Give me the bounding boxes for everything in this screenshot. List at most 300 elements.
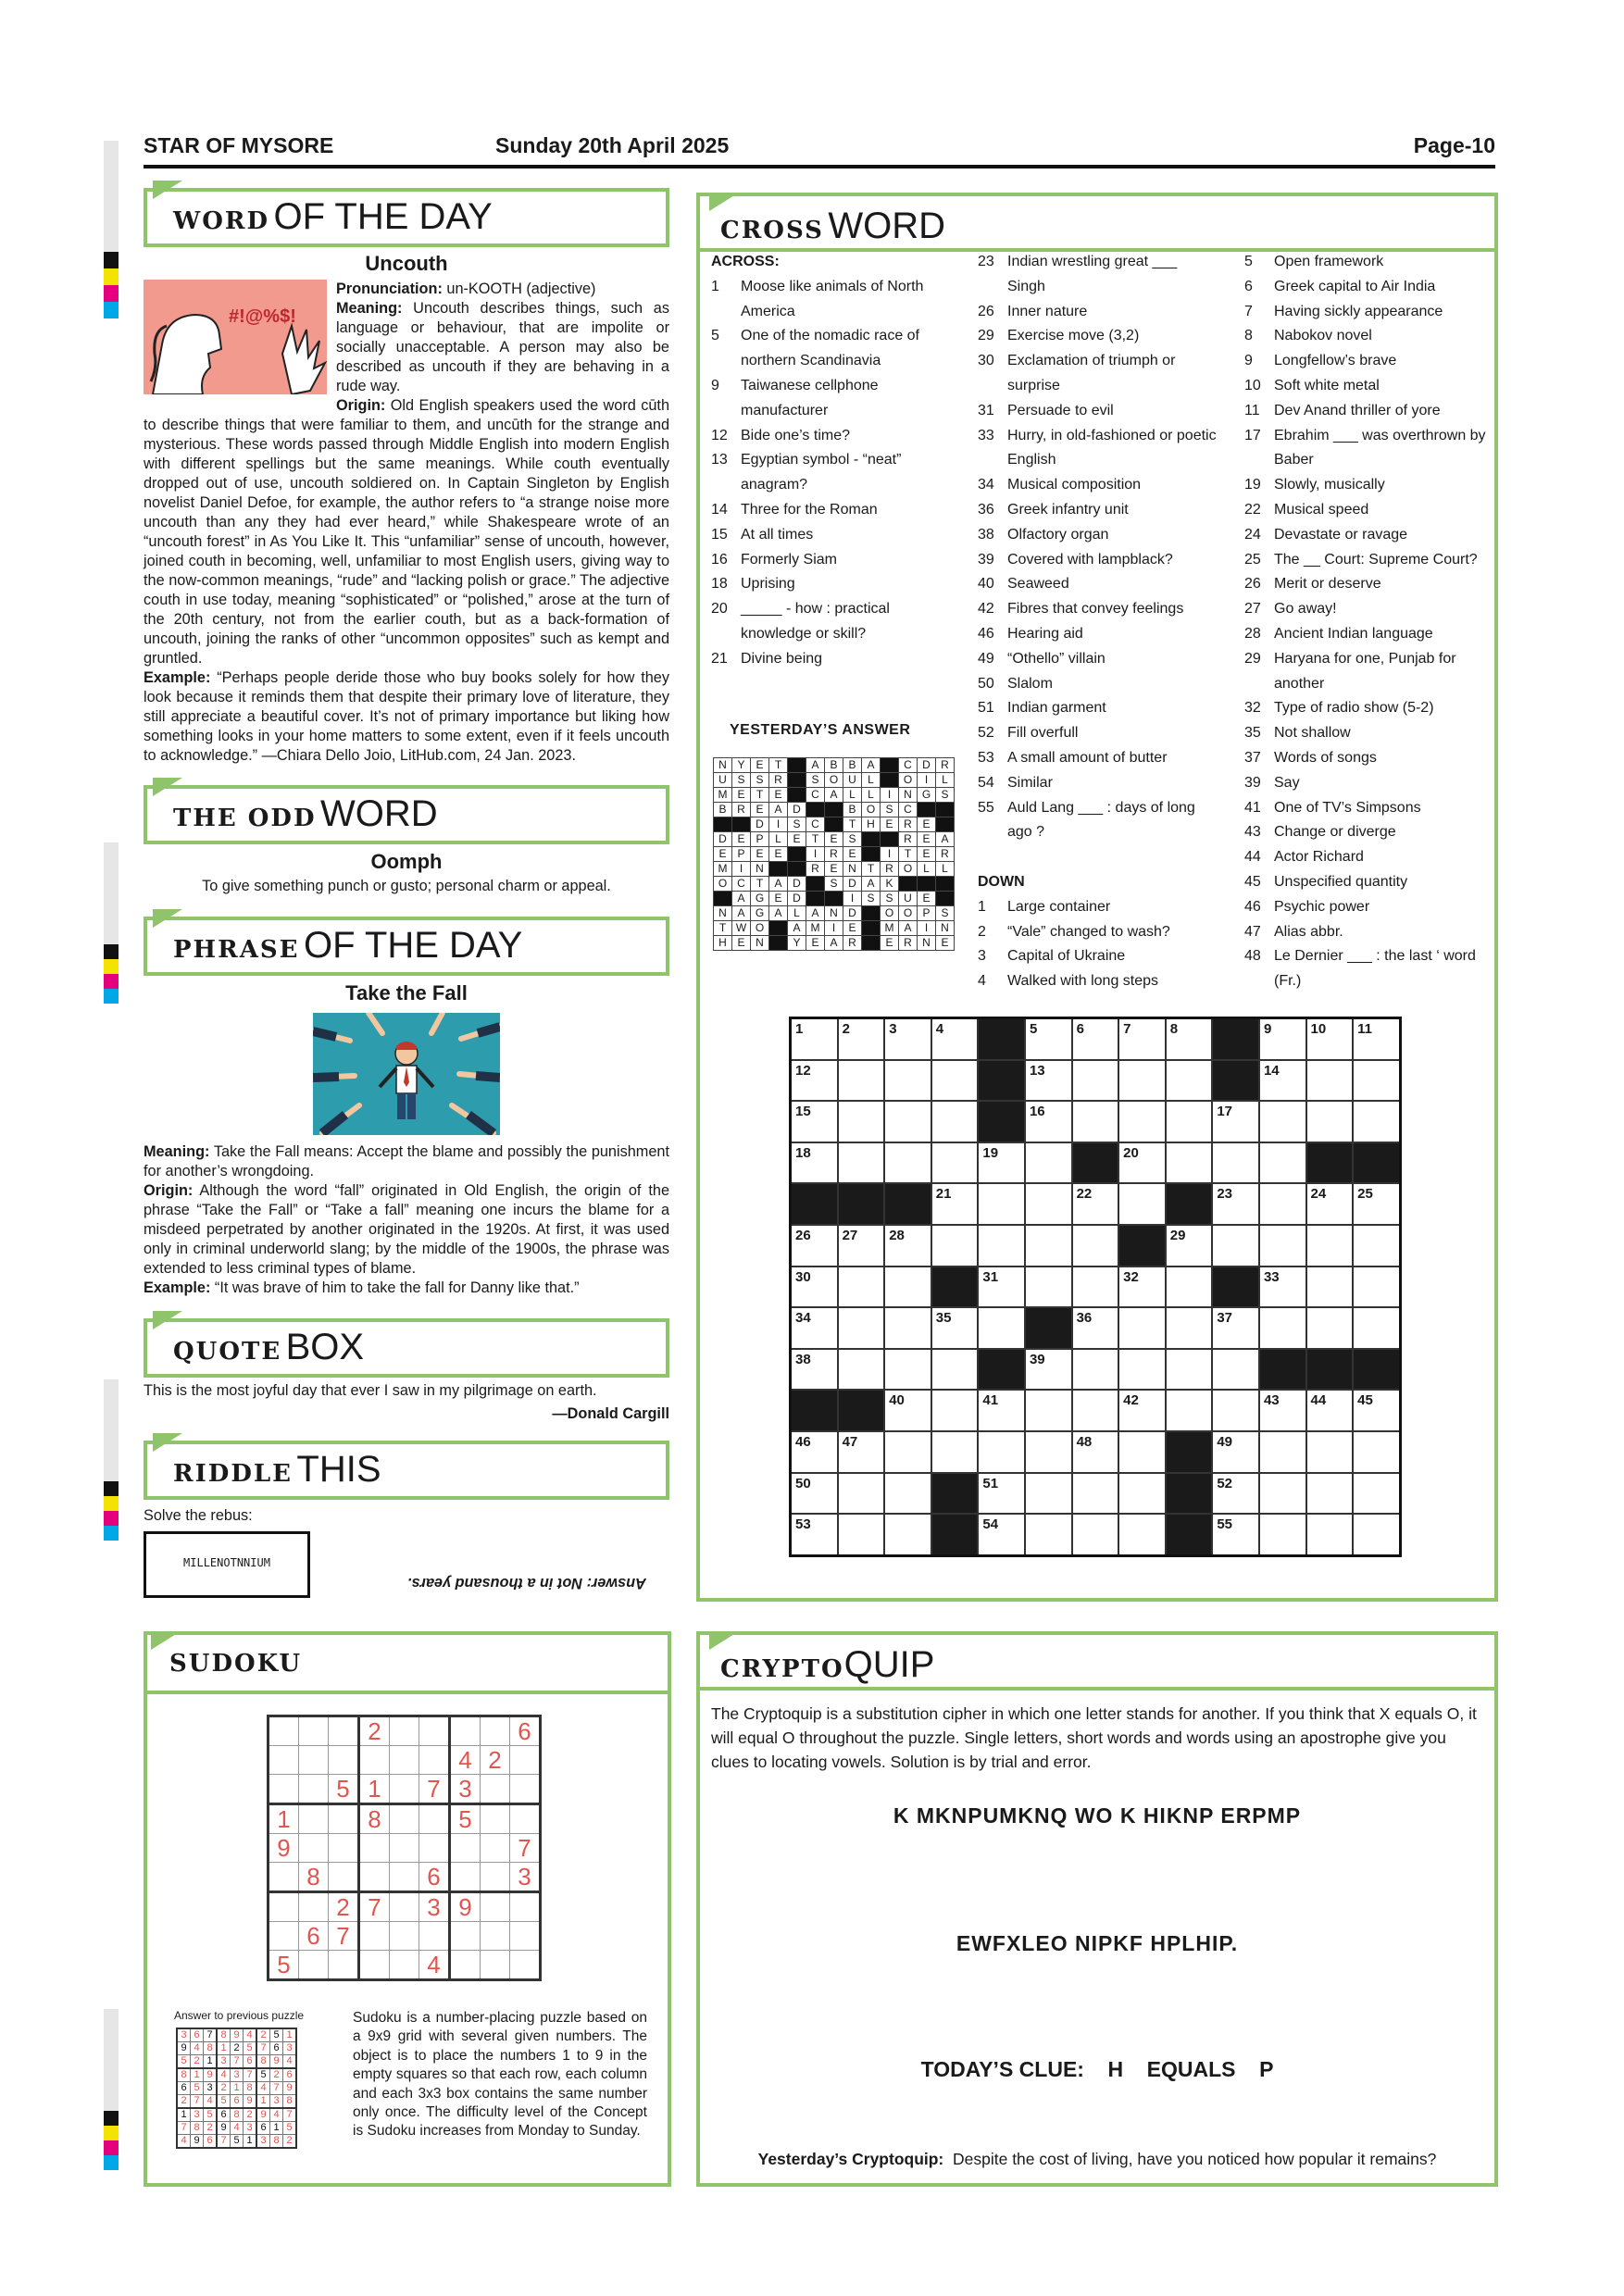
- sudoku-cell[interactable]: [419, 1922, 450, 1951]
- crossword-cell[interactable]: [1072, 1225, 1119, 1267]
- sudoku-cell[interactable]: [510, 1746, 541, 1775]
- crossword-cell[interactable]: [838, 1473, 885, 1515]
- black-square: [714, 892, 732, 906]
- sudoku-cell[interactable]: [299, 1716, 329, 1746]
- sudoku-cell[interactable]: [481, 1804, 510, 1834]
- sudoku-cell[interactable]: [390, 1951, 419, 1980]
- answer-cell: 2: [244, 2108, 257, 2122]
- answer-cell: 3: [244, 2122, 257, 2135]
- riddle-prompt: Solve the rebus:: [144, 1507, 253, 1524]
- sudoku-cell[interactable]: [450, 1922, 481, 1951]
- clue-number: 1: [711, 278, 719, 294]
- sudoku-cell[interactable]: [299, 1804, 329, 1834]
- crossword-cell[interactable]: [791, 1307, 838, 1349]
- section-title-bold: CRYPTO: [720, 1655, 844, 1683]
- crossword-cell[interactable]: [884, 1101, 931, 1142]
- crossword-cell[interactable]: [1212, 1307, 1259, 1349]
- clue-item: [978, 920, 1217, 945]
- crossword-cell[interactable]: [1025, 1473, 1072, 1515]
- answer-cell: E: [936, 936, 955, 951]
- clue-item: [978, 300, 1217, 325]
- clue-number: 43: [1244, 824, 1261, 841]
- sudoku-cell[interactable]: [329, 1746, 359, 1775]
- crossword-cell[interactable]: [1259, 1018, 1306, 1060]
- crossword-cell[interactable]: [791, 1018, 838, 1060]
- crossword-cell[interactable]: [1118, 1060, 1166, 1102]
- crossword-cell[interactable]: [1166, 1225, 1213, 1267]
- crossword-cell[interactable]: [1166, 1390, 1213, 1431]
- crossword-cell[interactable]: [1353, 1183, 1400, 1225]
- crossword-cell[interactable]: [1306, 1514, 1354, 1555]
- crossword-cell[interactable]: [1166, 1307, 1213, 1349]
- crossword-cell[interactable]: [1306, 1101, 1354, 1142]
- clue-text: Ebrahim ___ was overthrown by Baber: [1274, 427, 1486, 468]
- crossword-cell[interactable]: [838, 1349, 885, 1391]
- crossword-cell[interactable]: [978, 1267, 1025, 1308]
- black-square: [791, 1390, 838, 1431]
- crossword-cell[interactable]: [1353, 1018, 1400, 1060]
- crossword-cell[interactable]: [1212, 1390, 1259, 1431]
- crossword-cell[interactable]: [978, 1390, 1025, 1431]
- black-square: [825, 803, 843, 817]
- crossword-cell[interactable]: [1072, 1018, 1119, 1060]
- sudoku-cell[interactable]: [390, 1863, 419, 1892]
- cell-number: 1: [795, 1021, 804, 1037]
- cell-number: 47: [842, 1433, 858, 1450]
- cell-number: 18: [795, 1144, 811, 1161]
- sudoku-cell[interactable]: [390, 1804, 419, 1834]
- sudoku-cell[interactable]: [419, 1804, 450, 1834]
- answer-cell: I: [825, 921, 843, 936]
- crossword-cell[interactable]: [1025, 1390, 1072, 1431]
- crossword-cell[interactable]: [931, 1101, 979, 1142]
- clue-text: “Vale” changed to wash?: [1007, 923, 1170, 940]
- sudoku-cell[interactable]: [510, 1922, 541, 1951]
- sudoku-cell[interactable]: [510, 1951, 541, 1980]
- crossword-cell[interactable]: [931, 1142, 979, 1184]
- crossword-cell[interactable]: [1212, 1349, 1259, 1391]
- black-square: [978, 1060, 1025, 1102]
- sudoku-cell[interactable]: [481, 1775, 510, 1804]
- answer-cell: E: [825, 862, 843, 877]
- answer-cell: C: [806, 788, 825, 803]
- crossword-cell[interactable]: [1259, 1267, 1306, 1308]
- answer-cell: A: [862, 877, 881, 892]
- sudoku-cell[interactable]: [359, 1951, 390, 1980]
- clue-number: 10: [1244, 377, 1261, 393]
- crossword-cell[interactable]: [1118, 1390, 1166, 1431]
- crossword-cell[interactable]: [884, 1307, 931, 1349]
- crossword-cell[interactable]: [1166, 1142, 1213, 1184]
- crossword-cell[interactable]: [1353, 1473, 1400, 1515]
- crossword-cell[interactable]: [838, 1101, 885, 1142]
- crossword-cell[interactable]: [791, 1060, 838, 1102]
- answer-cell: 1: [256, 2095, 270, 2109]
- answer-cell: 4: [177, 2135, 191, 2149]
- crossword-cell[interactable]: [1259, 1225, 1306, 1267]
- sudoku-cell[interactable]: [299, 1892, 329, 1922]
- sudoku-cell[interactable]: [269, 1863, 299, 1892]
- crossword-cell[interactable]: [1306, 1060, 1354, 1102]
- crossword-cell[interactable]: [1118, 1183, 1166, 1225]
- sudoku-cell[interactable]: [329, 1863, 359, 1892]
- crossword-cell[interactable]: [1306, 1473, 1354, 1515]
- clue-item: [978, 895, 1217, 920]
- crossword-cell[interactable]: [1353, 1267, 1400, 1308]
- crossword-cell[interactable]: [931, 1390, 979, 1431]
- clue-text: Indian wrestling great ___ Singh: [1007, 254, 1178, 294]
- crossword-cell[interactable]: [1212, 1473, 1259, 1515]
- crossword-cell[interactable]: [1306, 1307, 1354, 1349]
- answer-cell: 4: [231, 2122, 244, 2135]
- down-clues-col3: [1244, 250, 1493, 994]
- crossword-cell[interactable]: [791, 1473, 838, 1515]
- clue-text: Dev Anand thriller of yore: [1274, 402, 1441, 418]
- crossword-cell[interactable]: [1025, 1225, 1072, 1267]
- sudoku-cell[interactable]: [329, 1716, 359, 1746]
- pronunciation: un-KOOTH (adjective): [442, 281, 596, 297]
- crossword-cell[interactable]: [1072, 1267, 1119, 1308]
- clue-number: 50: [978, 675, 994, 692]
- crossword-cell[interactable]: [1306, 1018, 1354, 1060]
- sudoku-cell[interactable]: [419, 1716, 450, 1746]
- sudoku-cell[interactable]: [329, 1804, 359, 1834]
- answer-cell: D: [918, 758, 936, 773]
- crossword-cell[interactable]: [931, 1018, 979, 1060]
- answer-cell: 4: [283, 2055, 297, 2069]
- crossword-cell[interactable]: [1072, 1307, 1119, 1349]
- crossword-cell[interactable]: [1259, 1060, 1306, 1102]
- sudoku-cell: 4: [450, 1746, 481, 1775]
- crossword-cell[interactable]: [1259, 1307, 1306, 1349]
- cell-number: 6: [1076, 1021, 1084, 1037]
- crossword-cell[interactable]: [1025, 1183, 1072, 1225]
- clue-item: [1244, 374, 1493, 399]
- sudoku-cell[interactable]: [419, 1834, 450, 1863]
- black-square: [1353, 1142, 1400, 1184]
- quote-author: —Donald Cargill: [552, 1405, 669, 1422]
- answer-cell: 1: [177, 2108, 191, 2122]
- sudoku-cell[interactable]: [481, 1892, 510, 1922]
- answer-cell: U: [899, 892, 918, 906]
- crossword-cell[interactable]: [1166, 1018, 1213, 1060]
- answer-cell: A: [806, 758, 825, 773]
- clue-text: Formerly Siam: [741, 551, 838, 568]
- crossword-cell[interactable]: [791, 1431, 838, 1473]
- clue-text: Olfactory organ: [1007, 526, 1109, 543]
- sudoku-cell[interactable]: [450, 1716, 481, 1746]
- crossword-cell[interactable]: [1118, 1018, 1166, 1060]
- crossword-cell[interactable]: [1306, 1183, 1354, 1225]
- crossword-cell[interactable]: [884, 1060, 931, 1102]
- sudoku-cell[interactable]: [299, 1775, 329, 1804]
- crossword-cell[interactable]: [791, 1142, 838, 1184]
- answer-cell: T: [862, 862, 881, 877]
- answer-cell: E: [732, 832, 751, 847]
- crossword-cell[interactable]: [1025, 1349, 1072, 1391]
- crossword-cell[interactable]: [1306, 1390, 1354, 1431]
- sudoku-cell[interactable]: [450, 1863, 481, 1892]
- crossword-cell[interactable]: [1259, 1431, 1306, 1473]
- sudoku-cell[interactable]: [481, 1922, 510, 1951]
- answer-cell: O: [751, 921, 769, 936]
- crossword-cell[interactable]: [1306, 1431, 1354, 1473]
- sudoku-cell[interactable]: [269, 1775, 299, 1804]
- sudoku-cell: 8: [359, 1804, 390, 1834]
- crossword-cell[interactable]: [1072, 1514, 1119, 1555]
- crossword-cell[interactable]: [1259, 1101, 1306, 1142]
- quote-header: [144, 1318, 669, 1378]
- crossword-cell[interactable]: [884, 1349, 931, 1391]
- crossword-cell[interactable]: [791, 1349, 838, 1391]
- crossword-cell[interactable]: [931, 1307, 979, 1349]
- sudoku-cell[interactable]: [390, 1922, 419, 1951]
- sudoku-cell[interactable]: [510, 1892, 541, 1922]
- crossword-cell[interactable]: [1025, 1514, 1072, 1555]
- answer-cell: T: [843, 817, 862, 832]
- origin-text: Although the word “fall” originated in Old English, the origin of the phrase “Take the Fall” or “Take a fall” meaning one incurs the blame for a misdeed perpetrated by another originated in the 1920s. At first, it was used only in criminal underworld slang; by the middle of the 1900s, the phrase was extended to less criminal types of blame.: [144, 1182, 669, 1277]
- sudoku-cell[interactable]: [390, 1834, 419, 1863]
- sudoku-cell[interactable]: [450, 1951, 481, 1980]
- crossword-cell[interactable]: [1072, 1183, 1119, 1225]
- crossword-cell[interactable]: [1259, 1473, 1306, 1515]
- sudoku-cell[interactable]: [359, 1863, 390, 1892]
- clue-item: [978, 250, 1217, 300]
- crossword-cell[interactable]: [1212, 1225, 1259, 1267]
- clue-number: 34: [978, 477, 994, 493]
- crossword-cell[interactable]: [884, 1431, 931, 1473]
- crossword-cell[interactable]: [978, 1473, 1025, 1515]
- crossword-cell[interactable]: [1025, 1060, 1072, 1102]
- sudoku-cell[interactable]: [299, 1951, 329, 1980]
- crossword-cell[interactable]: [1212, 1142, 1259, 1184]
- clue-text: Walked with long steps: [1007, 973, 1159, 990]
- sudoku-cell[interactable]: [419, 1746, 450, 1775]
- crossword-cell[interactable]: [838, 1307, 885, 1349]
- answer-cell: 1: [231, 2082, 244, 2095]
- crossword-cell[interactable]: [1212, 1183, 1259, 1225]
- crossword-cell[interactable]: [1118, 1267, 1166, 1308]
- crossword-cell[interactable]: [978, 1431, 1025, 1473]
- clue-text: Go away!: [1274, 601, 1337, 618]
- clue-text: Unspecified quantity: [1274, 873, 1408, 890]
- answer-cell: S: [788, 817, 806, 832]
- clue-text: Psychic power: [1274, 898, 1370, 915]
- crossword-cell[interactable]: [1259, 1183, 1306, 1225]
- crossword-cell[interactable]: [1072, 1101, 1119, 1142]
- black-square: [714, 817, 732, 832]
- cell-number: 37: [1217, 1310, 1233, 1327]
- crossword-cell[interactable]: [1118, 1142, 1166, 1184]
- crossword-cell[interactable]: [791, 1101, 838, 1142]
- clue-number: 12: [711, 427, 728, 443]
- sudoku-cell[interactable]: [299, 1746, 329, 1775]
- sudoku-cell[interactable]: [390, 1892, 419, 1922]
- answer-cell: S: [936, 788, 955, 803]
- answer-cell: S: [751, 773, 769, 788]
- crossword-cell[interactable]: [1306, 1225, 1354, 1267]
- sudoku-cell: 7: [510, 1834, 541, 1863]
- clue-item: [1244, 572, 1493, 597]
- sudoku-cell[interactable]: [481, 1834, 510, 1863]
- sudoku-cell[interactable]: [450, 1834, 481, 1863]
- sudoku-cell[interactable]: [390, 1775, 419, 1804]
- sudoku-cell[interactable]: [269, 1892, 299, 1922]
- answer-cell: 8: [256, 2055, 270, 2069]
- sudoku-cell[interactable]: [510, 1775, 541, 1804]
- crossword-cell[interactable]: [838, 1267, 885, 1308]
- crossword-cell[interactable]: [1259, 1142, 1306, 1184]
- sudoku-cell[interactable]: [269, 1716, 299, 1746]
- crossword-cell[interactable]: [1353, 1307, 1400, 1349]
- clue-text: Say: [1274, 774, 1300, 791]
- crossword-cell[interactable]: [1025, 1101, 1072, 1142]
- sudoku-cell[interactable]: [329, 1834, 359, 1863]
- answer-cell: 1: [244, 2135, 257, 2149]
- crossword-cell[interactable]: [1025, 1431, 1072, 1473]
- crossword-cell[interactable]: [1259, 1390, 1306, 1431]
- crossword-cell[interactable]: [1212, 1101, 1259, 1142]
- cell-number: 5: [1029, 1021, 1038, 1037]
- crossword-cell[interactable]: [1118, 1431, 1166, 1473]
- cell-number: 29: [1169, 1227, 1186, 1243]
- crossword-cell[interactable]: [978, 1514, 1025, 1555]
- crossword-cell[interactable]: [838, 1142, 885, 1184]
- crossword-cell[interactable]: [1072, 1060, 1119, 1102]
- crossword-grid[interactable]: [789, 1017, 1402, 1557]
- answer-cell: N: [714, 906, 732, 921]
- sudoku-cell[interactable]: [269, 1922, 299, 1951]
- sudoku-cell: 1: [269, 1804, 299, 1834]
- clue-item: [1244, 870, 1493, 895]
- answer-cell: L: [788, 906, 806, 921]
- crossword-cell[interactable]: [884, 1473, 931, 1515]
- crossword-cell[interactable]: [838, 1018, 885, 1060]
- clue-number: 7: [1244, 303, 1253, 319]
- clue-text: Taiwanese cellphone manufacturer: [741, 377, 879, 418]
- crossword-cell[interactable]: [1166, 1101, 1213, 1142]
- crossword-cell[interactable]: [1025, 1018, 1072, 1060]
- crossword-cell[interactable]: [884, 1514, 931, 1555]
- sudoku-cell[interactable]: [481, 1951, 510, 1980]
- crossword-cell[interactable]: [978, 1142, 1025, 1184]
- sudoku-cell[interactable]: [510, 1804, 541, 1834]
- crossword-cell[interactable]: [1025, 1142, 1072, 1184]
- crossword-cell[interactable]: [1306, 1267, 1354, 1308]
- sudoku-cell[interactable]: [299, 1834, 329, 1863]
- crossword-cell[interactable]: [1353, 1101, 1400, 1142]
- crossword-cell[interactable]: [884, 1142, 931, 1184]
- crossword-cell[interactable]: [884, 1267, 931, 1308]
- crossword-cell[interactable]: [1118, 1514, 1166, 1555]
- crossword-cell[interactable]: [884, 1225, 931, 1267]
- crossword-cell[interactable]: [838, 1060, 885, 1102]
- black-square: [978, 1349, 1025, 1391]
- answer-cell: P: [918, 906, 936, 921]
- crossword-cell[interactable]: [1072, 1349, 1119, 1391]
- sudoku-cell[interactable]: [359, 1922, 390, 1951]
- crossword-cell[interactable]: [1212, 1431, 1259, 1473]
- black-square: [1166, 1183, 1213, 1225]
- crossword-cell[interactable]: [978, 1225, 1025, 1267]
- crossword-cell[interactable]: [838, 1514, 885, 1555]
- crossword-cell[interactable]: [1118, 1101, 1166, 1142]
- sudoku-cell: 9: [269, 1834, 299, 1863]
- sudoku-cell[interactable]: [390, 1746, 419, 1775]
- crossword-cell[interactable]: [1353, 1514, 1400, 1555]
- sudoku-cell[interactable]: [481, 1716, 510, 1746]
- crossword-cell[interactable]: [1212, 1514, 1259, 1555]
- crossword-cell[interactable]: [1353, 1225, 1400, 1267]
- crossword-cell[interactable]: [791, 1267, 838, 1308]
- clue-item: [1244, 324, 1493, 349]
- crossword-cell[interactable]: [884, 1018, 931, 1060]
- crossword-cell[interactable]: [1118, 1307, 1166, 1349]
- crossword-cell[interactable]: [791, 1514, 838, 1555]
- crossword-cell[interactable]: [1353, 1060, 1400, 1102]
- crossword-cell[interactable]: [931, 1225, 979, 1267]
- crossword-cell[interactable]: [1166, 1349, 1213, 1391]
- crossword-cell[interactable]: [1166, 1060, 1213, 1102]
- crossword-cell[interactable]: [1072, 1473, 1119, 1515]
- crossword-cell[interactable]: [931, 1060, 979, 1102]
- clue-item: [978, 771, 1217, 796]
- crossword-cell[interactable]: [1025, 1267, 1072, 1308]
- crossword-cell[interactable]: [931, 1183, 979, 1225]
- crossword-cell[interactable]: [1259, 1514, 1306, 1555]
- crossword-cell[interactable]: [978, 1307, 1025, 1349]
- crossword-cell[interactable]: [884, 1390, 931, 1431]
- crossword-cell[interactable]: [1166, 1267, 1213, 1308]
- crossword-cell[interactable]: [978, 1183, 1025, 1225]
- answer-cell: 6: [270, 2042, 283, 2055]
- crossword-cell[interactable]: [1072, 1431, 1119, 1473]
- answer-cell: T: [714, 921, 732, 936]
- crossword-cell[interactable]: [838, 1225, 885, 1267]
- answer-cell: I: [732, 862, 751, 877]
- sudoku-cell[interactable]: [269, 1746, 299, 1775]
- crossword-cell[interactable]: [931, 1431, 979, 1473]
- crossword-cell[interactable]: [1118, 1349, 1166, 1391]
- sudoku-cell[interactable]: [359, 1834, 390, 1863]
- crossword-cell[interactable]: [1072, 1390, 1119, 1431]
- sudoku-cell[interactable]: [329, 1951, 359, 1980]
- answer-cell: T: [899, 847, 918, 862]
- black-square: [918, 803, 936, 817]
- black-square: [788, 773, 806, 788]
- sudoku-cell: 6: [510, 1716, 541, 1746]
- crossword-cell[interactable]: [931, 1349, 979, 1391]
- crossword-cell[interactable]: [791, 1225, 838, 1267]
- crossword-cell[interactable]: [1118, 1473, 1166, 1515]
- sudoku-cell[interactable]: [481, 1863, 510, 1892]
- clue-text: Auld Lang ___ : days of long ago ?: [1007, 799, 1195, 841]
- registration-mark: [104, 2009, 119, 2170]
- crossword-cell[interactable]: [838, 1431, 885, 1473]
- clue-item: [1244, 424, 1493, 474]
- sudoku-cell[interactable]: [390, 1716, 419, 1746]
- clue-item: [1244, 275, 1493, 300]
- sudoku-cell[interactable]: [359, 1746, 390, 1775]
- crossword-cell[interactable]: [1353, 1431, 1400, 1473]
- registration-mark: [104, 141, 119, 318]
- answer-cell: 2: [231, 2042, 244, 2055]
- clue-item: [1244, 548, 1493, 573]
- crossword-cell[interactable]: [1353, 1390, 1400, 1431]
- answer-cell: O: [899, 773, 918, 788]
- black-square: [1166, 1473, 1213, 1515]
- answer-cell: R: [732, 803, 751, 817]
